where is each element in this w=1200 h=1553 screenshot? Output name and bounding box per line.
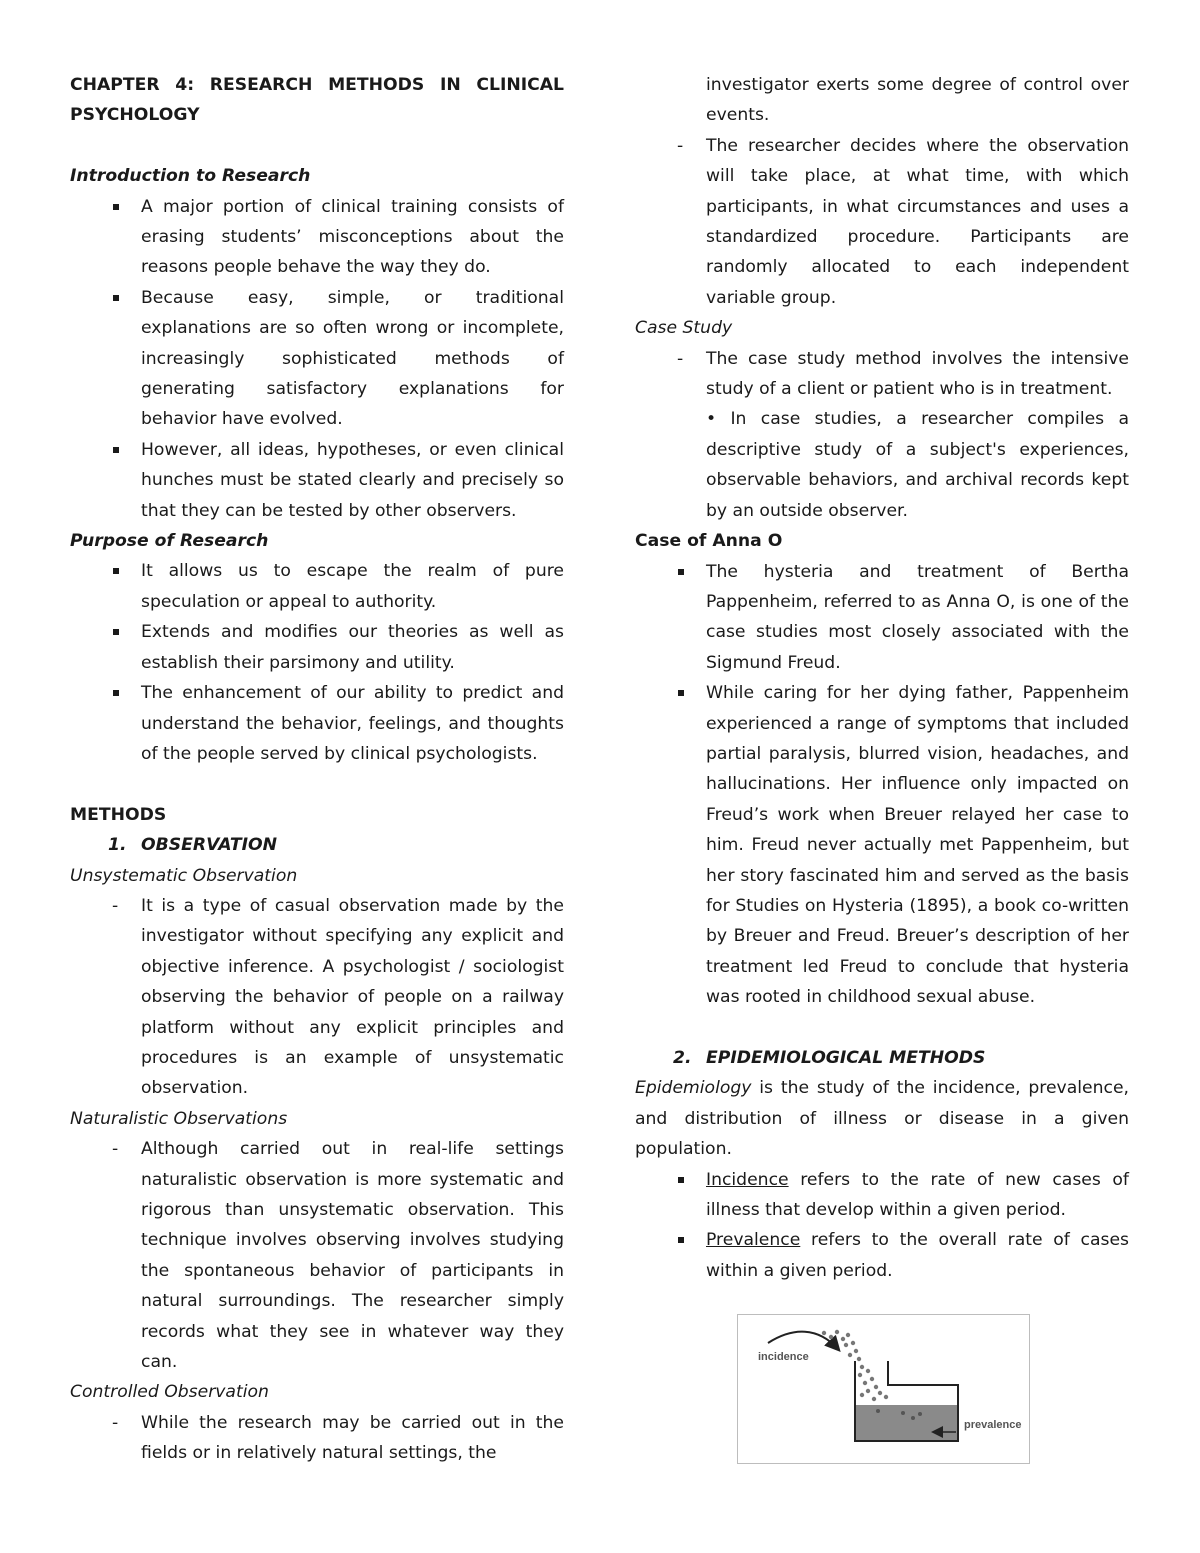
prevalence-pool [856,1405,957,1440]
right-column [635,70,1129,1286]
intro-heading: Introduction to Research [70,166,311,187]
epidemiology-definition: Epidemiology is the study of the incidence, prevalence, and distribution of illness or disease in a given population. [635,1078,1129,1160]
list-item: The researcher decides where the observation will take place, at what time, with which participants, in what circumstances and uses a standardized procedure. Participants are randomly allocated to each independent variable group. [706,135,1129,308]
incidence-label: incidence [758,1351,809,1363]
list-item: The enhancement of our ability to predict and understand the behavior, feelings, and thoughts of the people served by clinical psychologists. [141,683,564,764]
list-item: A major portion of clinical training consists of erasing students’ misconceptions about the reasons people behave the way they do. [141,196,564,278]
purpose-heading: Purpose of Research [70,531,269,552]
list-item: Prevalence refers to the overall rate of cases within a given period. [706,1230,1129,1281]
list-item: However, all ideas, hypotheses, or even clinical hunches must be stated clearly and precisely so that they can be tested by other observers. [141,439,564,521]
case-study-heading: Case Study [635,318,733,339]
incidence-arrow [768,1332,838,1349]
list-item: Extends and modifies our theories as well as establish their parsimony and utility. [141,622,564,673]
anna-o-heading: Case of Anna O [635,531,783,552]
observation-heading: 1. OBSERVATION [108,835,277,856]
controlled-heading: Controlled Observation [70,1382,269,1403]
methods-heading: METHODS [70,804,167,825]
list-item: The case study method involves the intensive study of a client or patient who is in treatment. [706,348,1129,400]
naturalistic-heading: Naturalistic Observations [70,1108,288,1129]
list-item: Although carried out in real-life settings naturalistic observation is more systematic and rigorous than unsystematic observation. This technique involves observing involves studying the spontaneous behavior of participants in natural surroundings. The researcher simply records what they see in whatever way they can. [141,1139,564,1373]
left-column [70,70,564,1469]
dot-bullet-icon: • [706,409,717,430]
prevalence-label: prevalence [964,1419,1022,1431]
list-item: The hysteria and treatment of Bertha Pappenheim, referred to as Anna O, is one of the case studies most closely associated with the Sigmund Freud. [706,561,1129,673]
list-item: Incidence refers to the rate of new cases of illness that develop within a given period. [706,1169,1129,1221]
chapter-title: CHAPTER 4: RESEARCH METHODS IN CLINICAL PSYCHOLOGY [70,75,564,126]
epidemiology-heading: 2. EPIDEMIOLOGICAL METHODS [673,1047,986,1068]
list-item: • In case studies, a researcher compiles a descriptive study of a subject's experiences, observable behaviors, and archival records kept by an outside observer. [706,409,1129,521]
incidence-prevalence-figure [737,1314,1030,1464]
list-item-continued: investigator exerts some degree of control over events. [706,75,1129,126]
list-item: Because easy, simple, or traditional explanations are so often wrong or incomplete, increasingly sophisticated methods of generating satisfactory explanations for behavior have evolved. [141,287,564,430]
incidence-prevalence-diagram [738,1315,1029,1463]
list-item: While the research may be carried out in the fields or in relatively natural settings, the [141,1412,564,1464]
list-item: It is a type of casual observation made by the investigator without specifying any explicit and objective inference. A psychologist / sociologist observing the behavior of people on a railway platform without any explicit principles and procedures is an example of unsystematic observation. [141,895,564,1099]
list-item: It allows us to escape the realm of pure speculation or appeal to authority. [141,561,564,612]
unsystematic-heading: Unsystematic Observation [70,865,298,886]
list-item: While caring for her dying father, Pappenheim experienced a range of symptoms that included partial paralysis, blurred vision, headaches, and hallucinations. Her influence only impacted on Freud’s work when Breuer relayed her case to him. Freud never actually met Pappenheim, but her story fascinated him and served as the basis for Studies on Hysteria (1895), a book co-written by Breuer and Freud. Breuer’s description of her treatment led Freud to conclude that hysteria was rooted in childhood sexual abuse. [706,683,1129,1008]
